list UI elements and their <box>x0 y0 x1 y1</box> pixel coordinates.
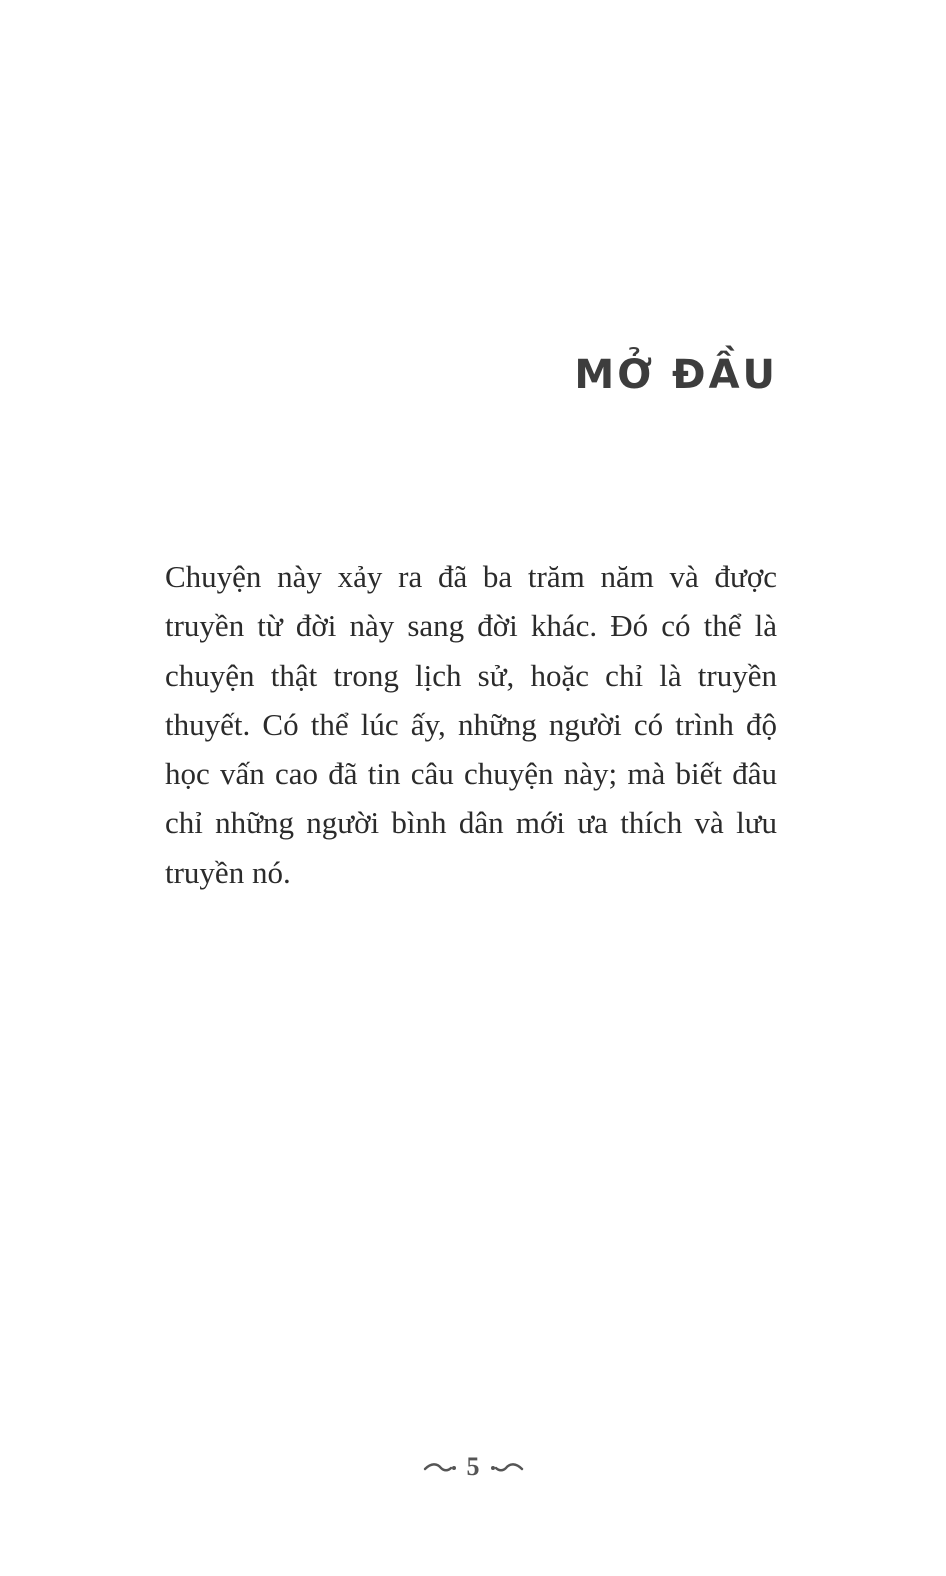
page-footer <box>0 1452 946 1482</box>
right-swirl-ornament-icon <box>490 1460 524 1474</box>
body-paragraph: Chuyện này xảy ra đã ba trăm năm và được truyền từ đời này sang đời khác. Đó có thể là chuyện thật trong lịch sử, hoặc chỉ là truyền thuyết. Có thể lúc ấy, những người có trình độ học vấn cao đã tin câu chuyện này; mà biết đâu chỉ những người bình dân mới ưa thích và lưu truyền nó. <box>165 559 777 890</box>
page-number: 5 <box>466 1452 480 1481</box>
chapter-title: MỞ ĐẦU <box>574 352 778 398</box>
left-swirl-ornament-icon <box>423 1460 457 1474</box>
